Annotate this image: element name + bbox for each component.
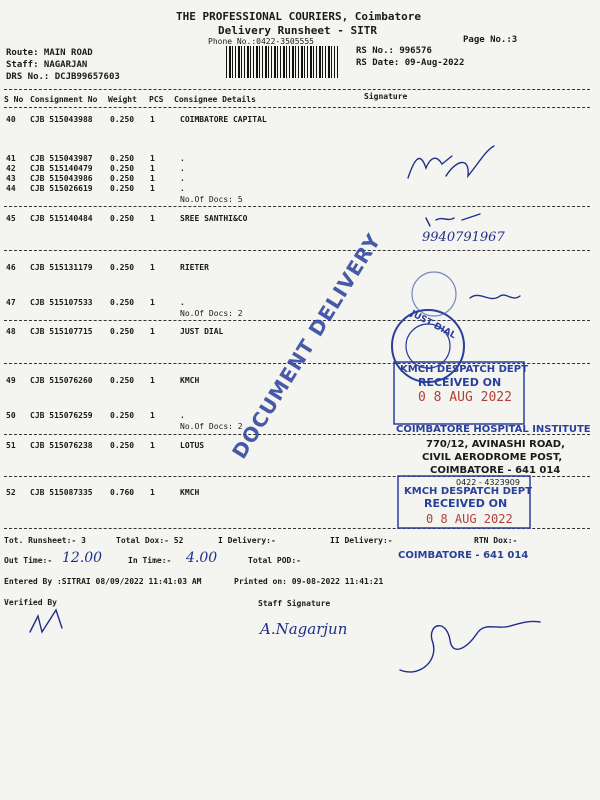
row-sno: 50 [6,411,16,420]
row-consignment: CJB 515107715 [30,327,93,336]
drs-number: DRS No.: DCJB99657603 [6,72,120,82]
row-consignee: . [180,154,185,163]
row-docs-count: No.Of Docs: 2 [180,422,243,431]
row-consignee: . [180,411,185,420]
row-sno: 47 [6,298,16,307]
row-consignment: CJB 515076259 [30,411,93,420]
staff-signature-label: Staff Signature [258,599,331,608]
phone-number: Phone No.:0422-3505555 [208,37,314,46]
row-consignment: CJB 515107533 [30,298,93,307]
verified-by-signature [30,610,62,632]
route: Route: MAIN ROAD [6,48,93,58]
company-title: THE PROFESSIONAL COURIERS, Coimbatore [176,10,422,23]
row-consignment: CJB 515140484 [30,214,93,223]
address-line-1: 770/12, AVINASHI ROAD, [426,439,565,450]
row-docs-count: No.Of Docs: 5 [180,195,243,204]
staff: Staff: NAGARJAN [6,60,88,70]
row-weight: 0.250 [110,441,135,450]
row-pcs: 1 [150,411,155,420]
rtn-dox: RTN Dox:- [474,536,518,545]
row-pcs: 1 [150,441,155,450]
row-consignment: CJB 515131179 [30,263,93,272]
row-consignee: . [180,174,185,183]
row-consignee: KMCH [180,376,200,385]
i-delivery: I Delivery:- [218,536,276,545]
row-consignee: COIMBATORE CAPITAL [180,115,267,124]
row-consignee: KMCH [180,488,200,497]
col-consignment: Consignment No [30,95,98,104]
in-time-value: 4.00 [186,550,218,566]
row-consignment: CJB 515026619 [30,184,93,193]
row-pcs: 1 [150,263,155,272]
row-docs-count: No.Of Docs: 2 [180,309,243,318]
row-pcs: 1 [150,488,155,497]
row-pcs: 1 [150,298,155,307]
row-weight: 0.250 [110,164,135,173]
row-consignee: . [180,184,185,193]
row-pcs: 1 [150,214,155,223]
out-time-value: 12.00 [62,550,103,566]
document-delivery-stamp: DOCUMENT DELIVERY [227,229,386,463]
address-line-3: COIMBATORE - 641 014 [430,465,561,476]
just-dial-stamp-text: JUST DIAL [408,308,458,342]
row-consignee: . [180,164,185,173]
staff-signature-handwritten: A.Nagarjun [260,620,348,638]
row-weight: 0.250 [110,115,135,124]
scribble-row47 [470,295,520,299]
row-sno: 42 [6,164,16,173]
row-pcs: 1 [150,154,155,163]
total-pod: Total POD:- [248,556,301,565]
row-weight: 0.250 [110,174,135,183]
row-sno: 48 [6,327,16,336]
address-line-2: CIVIL AERODROME POST, [422,452,563,463]
col-weight: Weight [108,95,137,104]
entered-by: Entered By :SITRAI 08/09/2022 11:41:03 AM [4,577,202,586]
in-time-label: In Time:- [128,556,172,565]
row-consignment: CJB 515043988 [30,115,93,124]
row-weight: 0.250 [110,327,135,336]
runsheet-subtitle: Delivery Runsheet - SITR [218,24,377,37]
rs-date: RS Date: 09-Aug-2022 [356,58,465,68]
row-sno: 52 [6,488,16,497]
row-weight: 0.250 [110,154,135,163]
row-sno: 49 [6,376,16,385]
signature-row40 [408,146,494,178]
row-consignee: JUST DIAL [180,327,224,336]
row-sno: 40 [6,115,16,124]
row-consignee: LOTUS [180,441,205,450]
ii-delivery: II Delivery:- [330,536,393,545]
phone-handwritten: 9940791967 [422,230,505,245]
hospital-phone: 0422 - 4323909 [456,478,520,487]
manager-signature [400,621,540,671]
row-sno: 41 [6,154,16,163]
row-consignment: CJB 515076238 [30,441,93,450]
row-weight: 0.250 [110,184,135,193]
row-pcs: 1 [150,184,155,193]
col-sno: S No [4,95,24,104]
row-consignment: CJB 515043987 [30,154,93,163]
col-pcs: PCS [149,95,164,104]
row-pcs: 1 [150,174,155,183]
kmch-despatch-2: KMCH DESPATCH DEPT [404,486,532,497]
total-runsheet: Tot. Runsheet:- 3 [4,536,86,545]
row-pcs: 1 [150,115,155,124]
row-consignee: SREE SANTHI&CO [180,214,248,223]
row-weight: 0.250 [110,298,135,307]
received-date-2: 0 8 AUG 2022 [426,512,513,526]
row-consignee: . [180,298,185,307]
col-consignee: Consignee Details [174,95,256,104]
row-consignment: CJB 515140479 [30,164,93,173]
row-sno: 51 [6,441,16,450]
institute-name: COIMBATORE HOSPITAL INSTITUTE [396,424,591,435]
row-weight: 0.760 [110,488,135,497]
received-on-2: RECEIVED ON [424,497,508,510]
row-consignment: CJB 515043986 [30,174,93,183]
row-sno: 45 [6,214,16,223]
row-sno: 44 [6,184,16,193]
row-consignment: CJB 515076260 [30,376,93,385]
row-weight: 0.250 [110,214,135,223]
row-consignment: CJB 515087335 [30,488,93,497]
page-number: Page No.:3 [463,35,518,45]
row-sno: 43 [6,174,16,183]
received-on-1: RECEIVED ON [418,376,502,389]
col-signature: Signature [364,92,408,101]
row-pcs: 1 [150,164,155,173]
coimbatore-stamp: COIMBATORE - 641 014 [398,550,529,561]
verified-by: Verified By [4,598,57,607]
received-date-1: 0 8 AUG 2022 [418,390,512,405]
row-weight: 0.250 [110,411,135,420]
row-pcs: 1 [150,376,155,385]
row-consignee: RIETER [180,263,209,272]
out-time-label: Out Time:- [4,556,53,565]
row-weight: 0.250 [110,263,135,272]
signature-row45 [426,214,480,226]
row-pcs: 1 [150,327,155,336]
kmch-despatch-1: KMCH DESPATCH DEPT [400,364,528,375]
row-weight: 0.250 [110,376,135,385]
total-dox: Total Dox:- 52 [116,536,184,545]
round-seal [412,272,456,316]
rs-number: RS No.: 996576 [356,46,432,56]
printed-on: Printed on: 09-08-2022 11:41:21 [234,577,384,586]
row-sno: 46 [6,263,16,272]
